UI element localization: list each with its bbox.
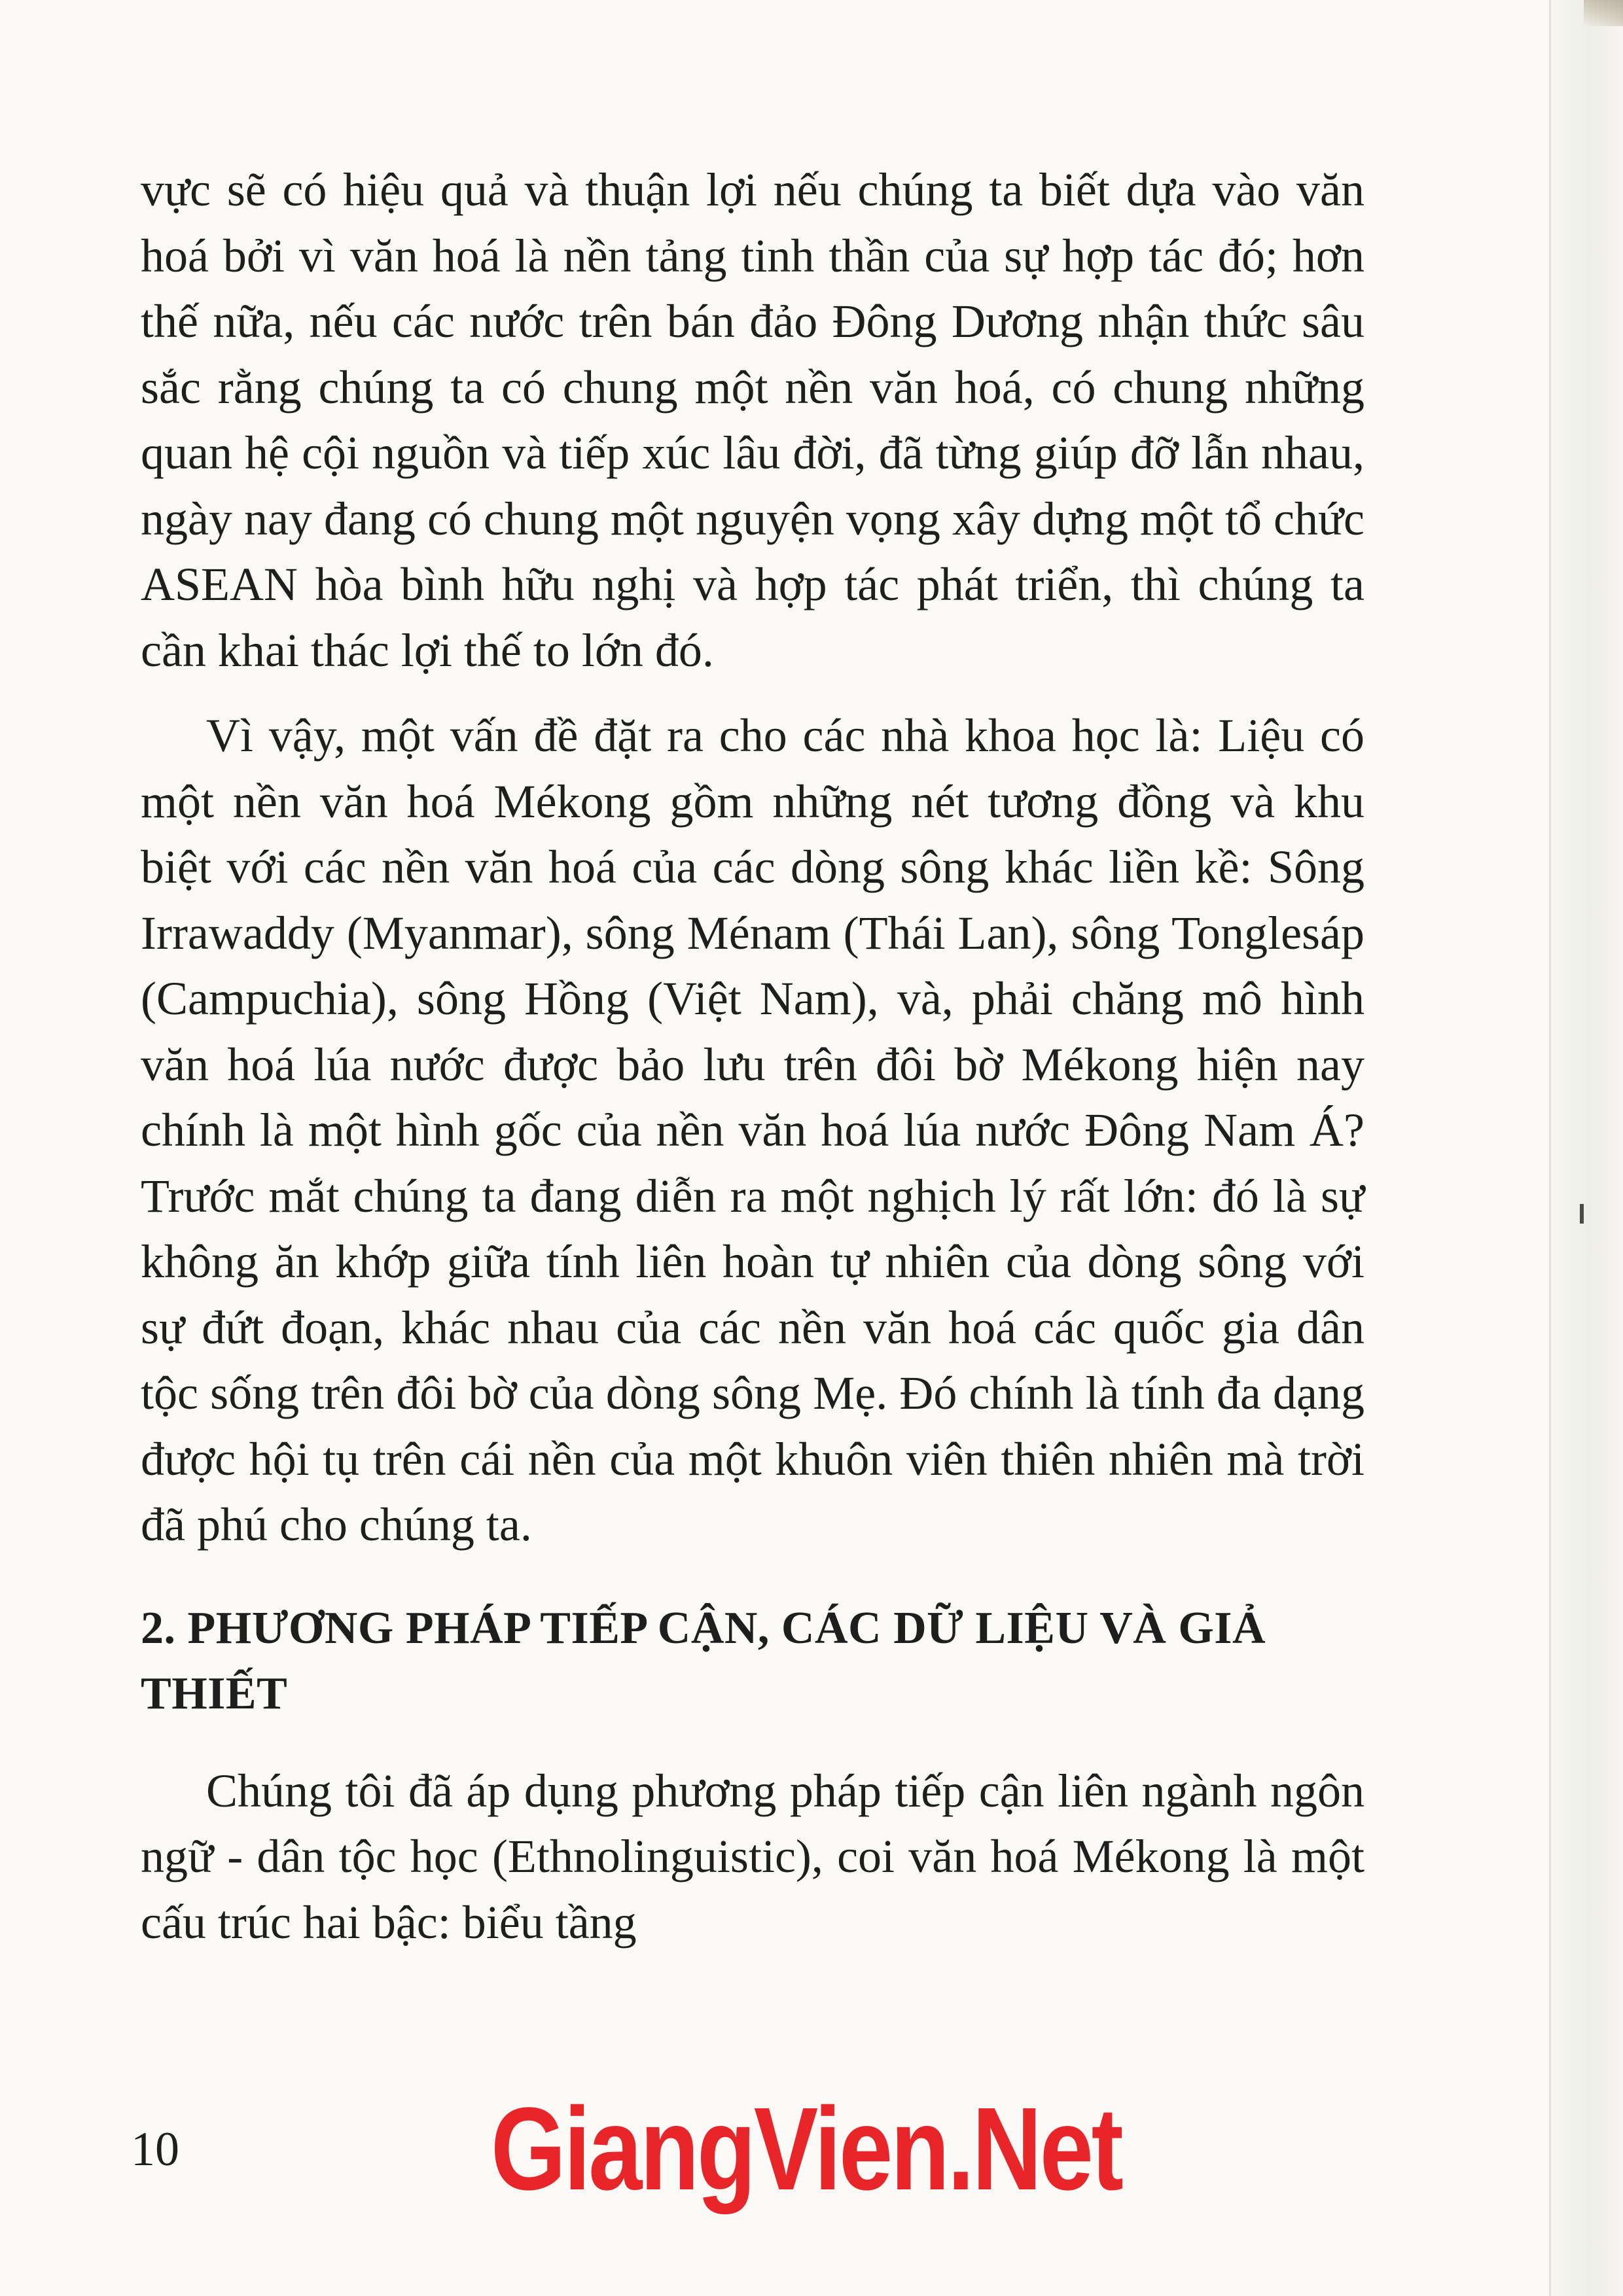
page-number: 10 [131,2123,179,2176]
watermark-logo: GiangVien.Net [491,2083,1122,2215]
section-heading: 2. PHƯƠNG PHÁP TIẾP CẬN, CÁC DỮ LIỆU VÀ GIẢ THIẾT [141,1602,1266,1719]
corner-mark [1584,0,1623,26]
page-edge-shadow [1551,0,1623,2296]
paragraph-approach: Chúng tôi đã áp dụng phương pháp tiếp cận liên ngành ngôn ngữ - dân tộc học (Ethnolinguistic), coi văn hoá Mékong là một cấu trúc hai bậc: biểu tầng [141,1764,1364,1949]
paragraph-mekong-question: Vì vậy, một vấn đề đặt ra cho các nhà khoa học là: Liệu có một nền văn hoá Mékong gồm những nét tương đồng và khu biệt với các nền văn hoá của các dòng sông khác liền kề: Sông Irrawaddy (Myanmar), sông Ménam (Thái Lan), sông Tonglesáp (Campuchia), sông Hồng (Việt Nam), và, phải chăng mô hình văn hoá lúa nước được bảo lưu trên đôi bờ Mékong hiện nay chính là một hình gốc của nền văn hoá lúa nước Đông Nam Á? Trước mắt chúng ta đang diễn ra một nghịch lý rất lớn: đó là sự không ăn khớp giữa tính liên hoàn tự nhiên của dòng sông với sự đứt đoạn, khác nhau của các nền văn hoá các quốc gia dân tộc sống trên đôi bờ của dòng sông Mẹ. Đó chính là tính đa dạng được hội tụ trên cái nền của một khuôn viên thiên nhiên mà trời đã phú cho chúng ta. [141,709,1364,1551]
paragraph-continuation: vực sẽ có hiệu quả và thuận lợi nếu chúng ta biết dựa vào văn hoá bởi vì văn hoá là nền tảng tinh thần của sự hợp tác đó; hơn thế nữa, nếu các nước trên bán đảo Đông Dương nhận thức sâu sắc rằng chúng ta có chung một nền văn hoá, có chung những quan hệ cội nguồn và tiếp xúc lâu đời, đã từng giúp đỡ lẫn nhau, ngày nay đang có chung một nguyện vọng xây dựng một tổ chức ASEAN hòa bình hữu nghị và hợp tác phát triển, thì chúng ta cần khai thác lợi thế to lớn đó. [141,164,1364,677]
edge-tick [1580,1204,1584,1224]
page-body [141,157,1364,1955]
